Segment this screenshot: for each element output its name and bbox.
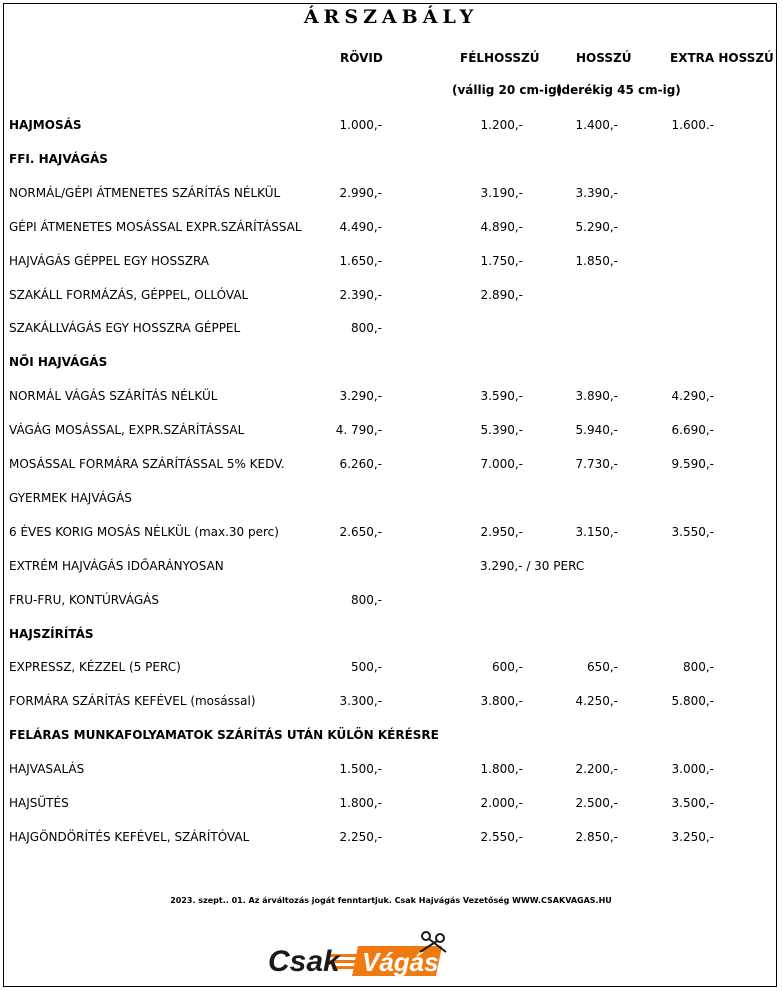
price-short: 4.490,- (339, 219, 382, 234)
price-long: 3.390,- (575, 185, 618, 200)
row-label: HAJMOSÁS (9, 118, 82, 132)
price-short: 2.990,- (339, 185, 382, 200)
price-short: 3.300,- (339, 694, 382, 709)
price-half-long: 1.750,- (480, 253, 523, 268)
row-label: HAJVÁGÁS GÉPPEL EGY HOSSZRA (9, 253, 209, 268)
price-row (0, 457, 782, 477)
price-long: 2.500,- (575, 796, 618, 810)
price-extra-long: 1.600.- (671, 118, 714, 132)
price-long: 5.290,- (575, 219, 618, 234)
price-row (0, 152, 782, 172)
price-half-long: 3.800,- (480, 694, 523, 709)
price-short: 2.250,- (339, 829, 382, 844)
price-row (0, 762, 782, 782)
row-label: SZAKÁLL FORMÁZÁS, GÉPPEL, OLLÓVAL (9, 287, 249, 302)
price-extra-long: 4.290,- (671, 389, 714, 404)
price-long: 2.200,- (575, 762, 618, 777)
price-extra-long: 3.250,- (671, 829, 714, 844)
price-long: 2.850,- (575, 829, 618, 844)
row-label: FFI. HAJVÁGÁS (9, 151, 108, 166)
price-row (0, 627, 782, 647)
price-row (0, 423, 782, 443)
logo-word-vagas: Vágás (362, 947, 439, 977)
price-long: 4.250,- (575, 694, 618, 709)
price-half-long: 3.590,- (480, 389, 523, 404)
row-label: NŐI HAJVÁGÁS (9, 355, 108, 370)
price-long: 1.850,- (575, 253, 618, 268)
row-label: GÉPI ÁTMENETES MOSÁSSAL EXPR.SZÁRÍTÁSSAL (9, 219, 302, 234)
row-label: SZAKÁLLVÁGÁS EGY HOSSZRA GÉPPEL (9, 321, 241, 336)
price-row (0, 728, 782, 748)
row-label: HAJVASALÁS (9, 762, 85, 777)
price-row (0, 321, 782, 341)
price-extra-long: 6.690,- (671, 423, 714, 438)
price-extra-long: 3.000,- (671, 762, 714, 777)
price-row (0, 220, 782, 240)
price-short: 2.650,- (339, 524, 382, 539)
column-subheader-long: (derékig 45 cm-ig) (556, 83, 681, 97)
price-short: 800,- (350, 321, 382, 336)
price-half-long: 4.890,- (480, 219, 523, 234)
price-long: 7.730,- (575, 457, 618, 471)
row-label: VÁGÁG MOSÁSSAL, EXPR.SZÁRÍTÁSSAL (9, 423, 245, 438)
price-row (0, 355, 782, 375)
row-label: 6 ÉVES KORIG MOSÁS NÉLKÜL (max.30 perc) (9, 524, 279, 539)
price-row (0, 491, 782, 511)
csak-vagas-logo (266, 928, 456, 980)
row-label: EXTRÉM HAJVÁGÁS IDŐARÁNYOSAN (9, 558, 224, 573)
price-short: 1.000,- (339, 118, 382, 132)
row-label: NORMÁL/GÉPI ÁTMENETES SZÁRÍTÁS NÉLKÜL (9, 185, 281, 200)
price-half-long: 2.950,- (480, 524, 523, 539)
price-row (0, 796, 782, 816)
price-extra-long: 9.590,- (671, 457, 714, 471)
price-time-based: 3.290,- / 30 PERC (480, 558, 585, 573)
price-row (0, 389, 782, 409)
column-header-long: HOSSZÚ (576, 51, 632, 65)
row-label: GYERMEK HAJVÁGÁS (9, 490, 132, 505)
price-row (0, 186, 782, 206)
row-label: FORMÁRA SZÁRÍTÁS KEFÉVEL (mosással) (9, 694, 256, 709)
price-row (0, 118, 782, 138)
row-label: HAJSÜTÉS (9, 796, 69, 810)
price-short: 3.290,- (339, 389, 382, 404)
price-short: 4. 790,- (335, 423, 382, 438)
logo-word-csak: Csak (268, 945, 340, 978)
price-long: 5.940,- (575, 423, 618, 438)
price-row (0, 288, 782, 308)
price-extra-long: 5.800,- (671, 694, 714, 709)
price-row (0, 593, 782, 613)
price-short: 6.260,- (339, 457, 382, 471)
price-half-long: 5.390,- (480, 423, 523, 438)
price-row (0, 694, 782, 714)
row-label: NORMÁL VÁGÁS SZÁRÍTÁS NÉLKÜL (9, 389, 218, 404)
price-half-long: 1.800,- (480, 762, 523, 777)
price-short: 500,- (350, 660, 382, 675)
column-subheader-half-long: (vállig 20 cm-ig) (452, 83, 563, 97)
price-extra-long: 800,- (682, 660, 714, 675)
column-header-half-long: FÉLHOSSZÚ (460, 51, 540, 65)
price-long: 3.150,- (575, 524, 618, 539)
price-half-long: 3.190,- (480, 185, 523, 200)
price-half-long: 2.550,- (480, 829, 523, 844)
price-row (0, 525, 782, 545)
page-title: ÁRSZABÁLY (303, 6, 479, 28)
price-half-long: 2.890,- (480, 287, 523, 302)
price-half-long: 7.000,- (480, 457, 523, 471)
price-short: 2.390,- (339, 287, 382, 302)
price-long: 1.400,- (575, 118, 618, 132)
price-half-long: 600,- (491, 660, 523, 675)
footer-note: 2023. szept.. 01. Az árváltozás jogát fenntartjuk. Csak Hajvágás Vezetőség WWW.CSAKVAGAS.HU (170, 896, 612, 905)
price-long: 650,- (586, 660, 618, 675)
price-row (0, 660, 782, 680)
column-header-short: RÖVID (340, 51, 383, 65)
price-short: 800,- (350, 592, 382, 607)
price-row (0, 559, 782, 579)
price-extra-long: 3.500,- (671, 796, 714, 810)
price-short: 1.500,- (339, 762, 382, 777)
price-long: 3.890,- (575, 389, 618, 404)
price-short: 1.800,- (339, 796, 382, 810)
row-label: HAJSZÍRÍTÁS (9, 626, 94, 641)
row-label: FRU-FRU, KONTÚRVÁGÁS (9, 592, 159, 607)
column-header-extra-long: EXTRA HOSSZÚ (670, 51, 774, 65)
row-label: MOSÁSSAL FORMÁRA SZÁRÍTÁSSAL 5% KEDV. (9, 457, 285, 471)
price-half-long: 1.200,- (480, 118, 523, 132)
price-half-long: 2.000,- (480, 796, 523, 810)
price-row (0, 830, 782, 850)
row-label: HAJGÖNDÖRÍTÉS KEFÉVEL, SZÁRÍTÓVAL (9, 829, 250, 844)
row-label: FELÁRAS MUNKAFOLYAMATOK SZÁRÍTÁS UTÁN KÜLÖN KÉRÉSRE (9, 728, 439, 743)
price-short: 1.650,- (339, 253, 382, 268)
price-extra-long: 3.550,- (671, 524, 714, 539)
row-label: EXPRESSZ, KÉZZEL (5 PERC) (9, 660, 181, 675)
price-row (0, 254, 782, 274)
